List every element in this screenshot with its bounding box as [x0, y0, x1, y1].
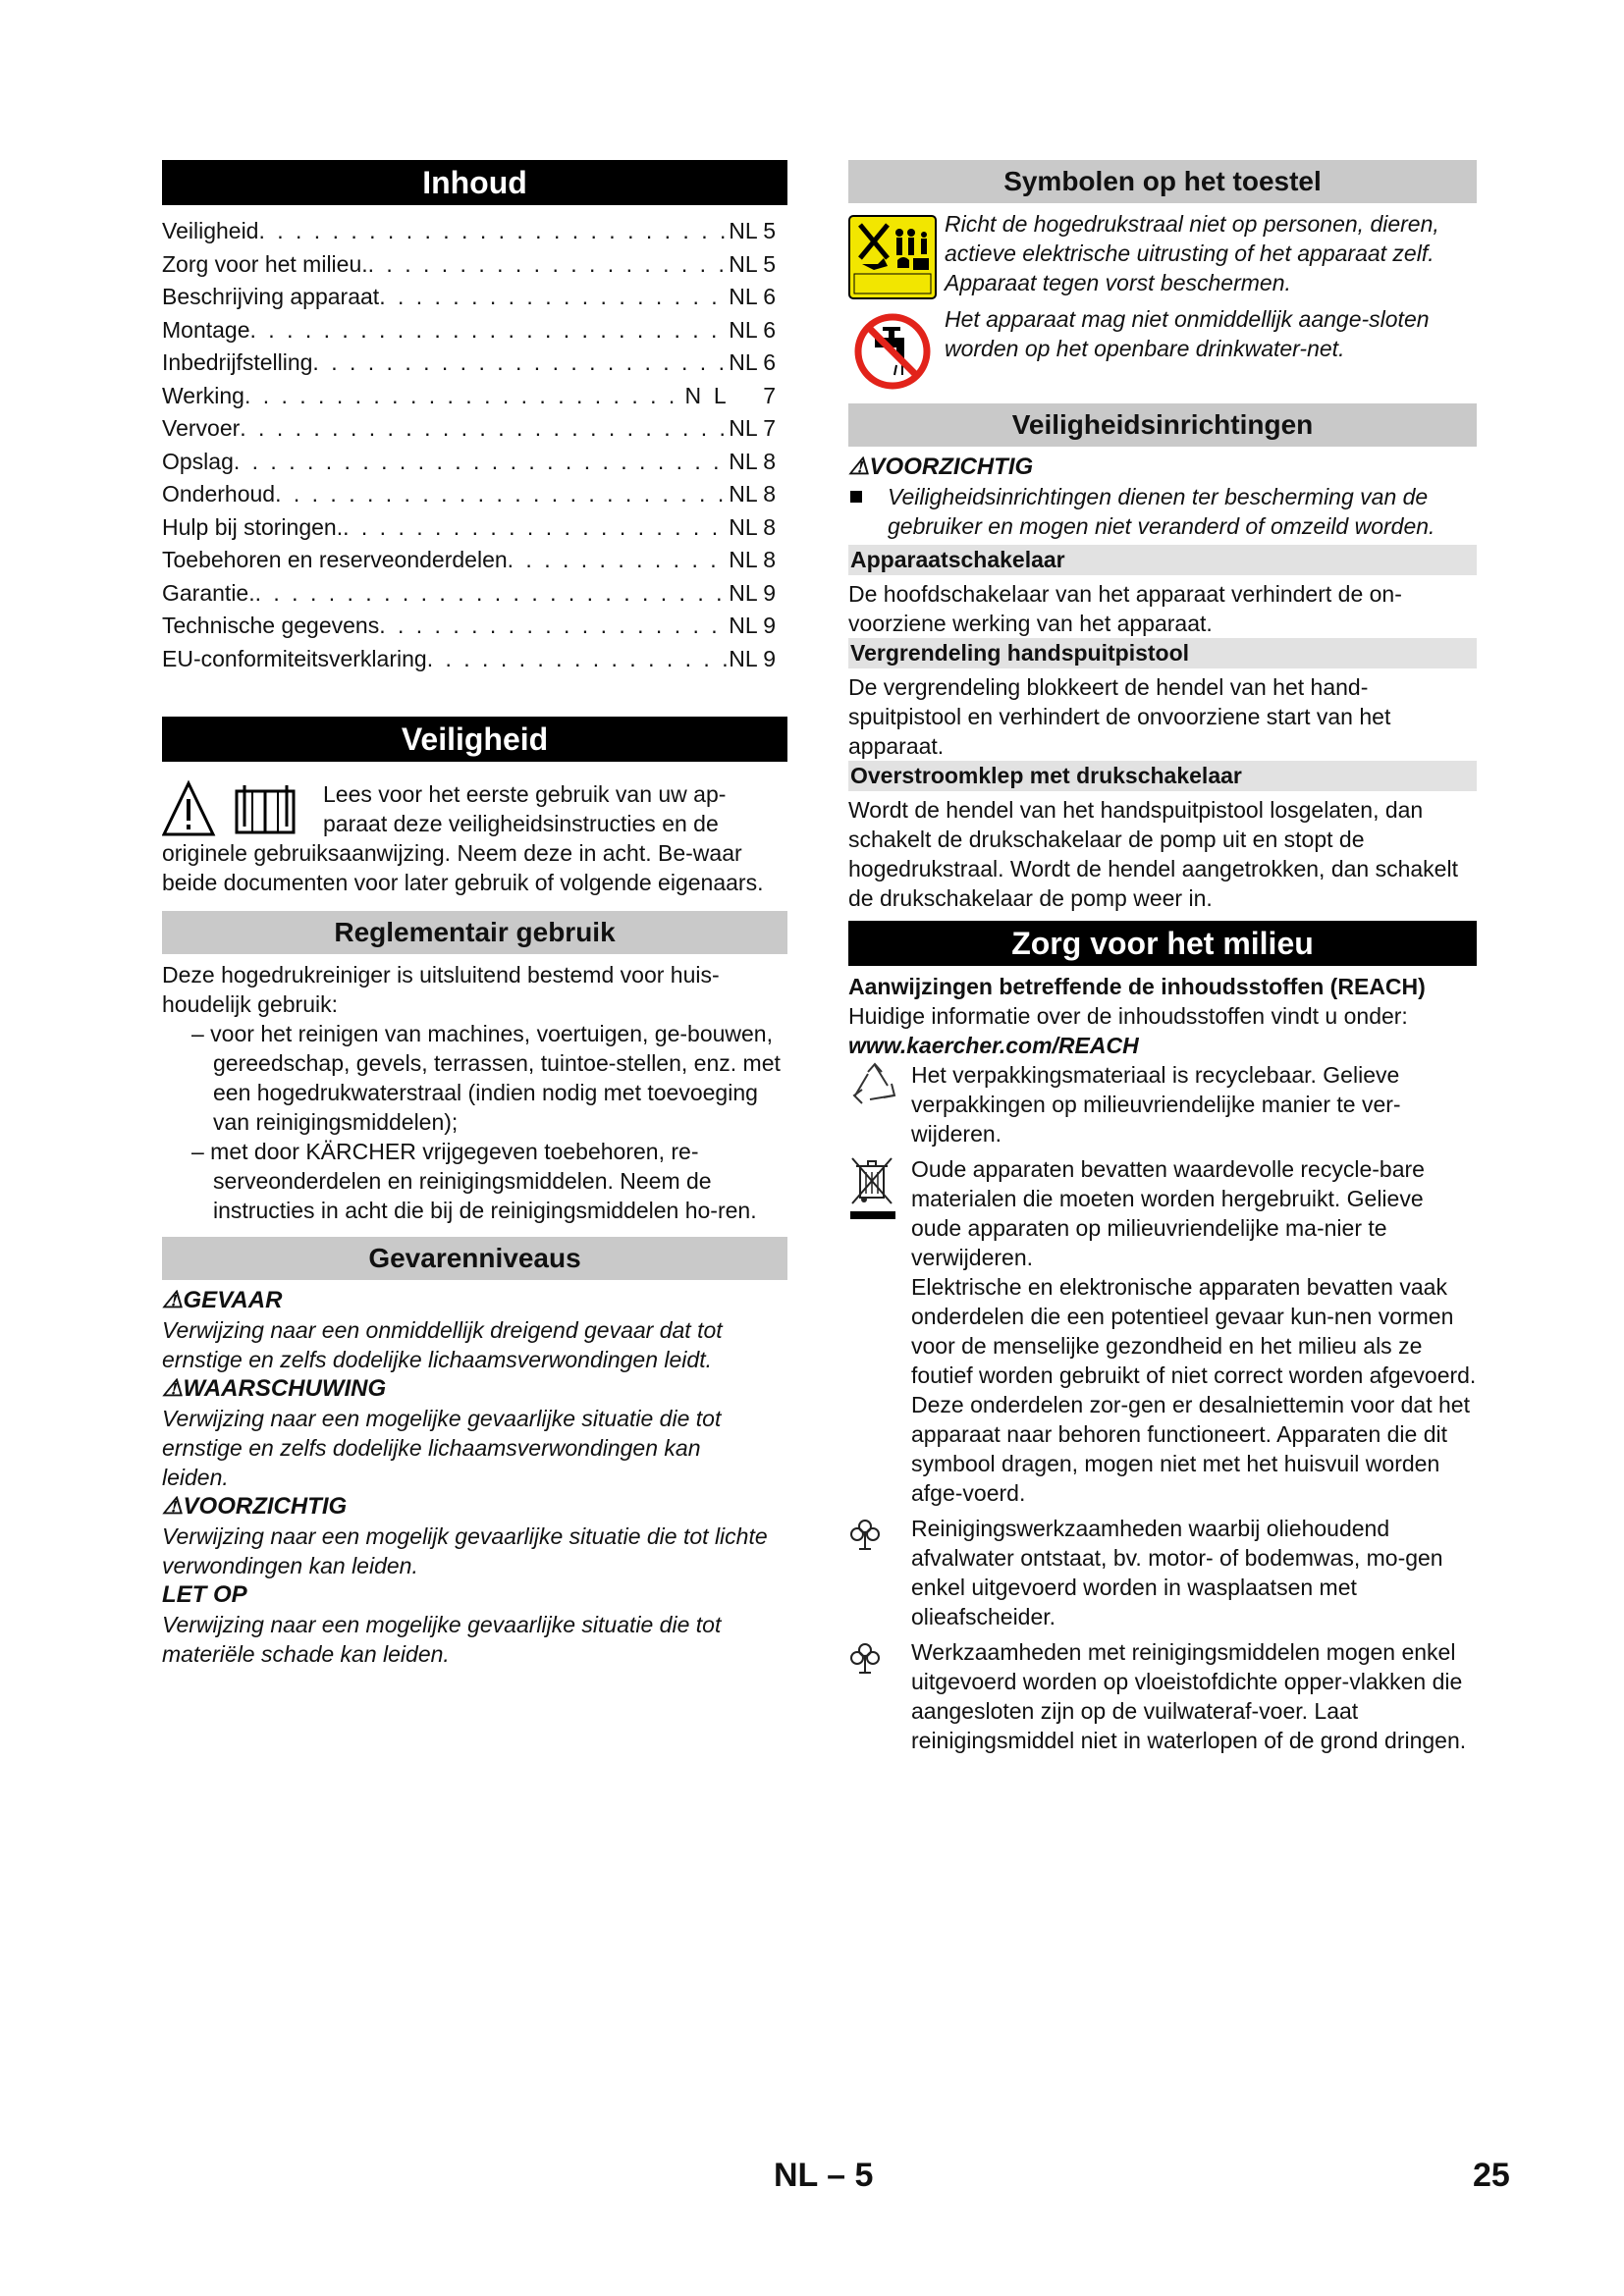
toc-leader-dots — [508, 544, 730, 577]
oil-text: Reinigingswerkzaamheden waarbij oliehoudend afvalwater ontstaat, bv. motor- of bodemwas, mo-gen enkel uitgevoerd worden in wasplaatsen met olieafscheider. — [911, 1516, 1443, 1629]
toc-entry-page: NL 8 — [729, 448, 776, 474]
weee-text-1: Oude apparaten bevatten waardevolle recycle-bare materialen die moeten worden hergebruikt. Gelieve oude apparaten op milieuvriendelijke ma-nier te verwijderen. — [911, 1156, 1425, 1270]
toc-entry-label: Garantie. — [162, 579, 255, 606]
toc-entry-label: Toebehoren en reserveonderdelen — [162, 547, 508, 572]
toc-entry-page: NL 5 — [729, 218, 776, 243]
toc-entry[interactable] — [162, 544, 776, 577]
toc-leader-dots — [250, 314, 730, 347]
symbols-heading: Symbolen op het toestel — [848, 160, 1477, 203]
toc-entry[interactable] — [162, 215, 776, 248]
toc-leader-dots — [427, 643, 730, 676]
toc-entry-label: Veiligheid — [162, 218, 259, 243]
main-switch-text: De hoofdschakelaar van het apparaat verhindert de on-voorziene werking van het apparaat. — [848, 581, 1402, 636]
overflow-valve-heading: Overstroomklep met drukschakelaar — [848, 761, 1477, 791]
safety-intro-line-c: originele gebruiksaanwijzing. Neem deze in acht. Be-waar beide documenten voor later gebruik of volgende eigenaars. — [162, 840, 764, 895]
toc-entry[interactable] — [162, 314, 776, 347]
toc-entry-label: Onderhoud — [162, 481, 276, 507]
toc-leader-dots — [255, 577, 730, 611]
proper-use-heading: Reglementair gebruik — [162, 911, 787, 954]
toc-entry[interactable] — [162, 478, 776, 511]
recycle-icon — [848, 1060, 911, 1118]
toc-entry-page: NL 6 — [729, 316, 776, 343]
toc-entry-label: Opslag — [162, 448, 234, 474]
toc-entry[interactable] — [162, 248, 776, 282]
proper-use-bullet-2: – met door KÄRCHER vrijgegeven toebehoren, re-serveonderdelen en reinigingsmiddelen. Neem de instructies in acht die bij de reinigingsmiddelen ho-ren. — [191, 1139, 757, 1223]
hazard-label-danger: ⚠GEVAAR — [162, 1287, 283, 1313]
toc-entry[interactable] — [162, 643, 776, 676]
no-spray-at-people-icon — [848, 215, 937, 304]
toc-entry-page: NL 8 — [729, 481, 776, 507]
detergent-row — [848, 1637, 1477, 1755]
proper-use-intro: Deze hogedrukreiniger is uitsluitend bestemd voor huis-houdelijk gebruik: — [162, 962, 720, 1017]
toc-entry-page: NL 8 — [729, 547, 776, 572]
toc-heading: Inhoud — [162, 160, 787, 205]
environment-tree-icon — [848, 1518, 911, 1556]
toc-entry-label: Montage — [162, 316, 250, 343]
toc-entry[interactable] — [162, 446, 776, 479]
hazard-text-danger: Verwijzing naar een onmiddellijk dreigend gevaar dat tot ernstige en zelfs dodelijke lichaamsverwondingen leidt. — [162, 1317, 723, 1372]
toc-entry[interactable] — [162, 347, 776, 380]
section-page-number: NL – 5 — [774, 2157, 874, 2194]
toc-entry[interactable] — [162, 281, 776, 314]
reach-heading: Aanwijzingen betreffende de inhoudsstoffen (REACH) — [848, 974, 1426, 999]
environment-tree-icon — [848, 1641, 911, 1680]
symbol-item-spray — [848, 209, 1477, 304]
toc-leader-dots — [258, 215, 729, 248]
toc-entry[interactable] — [162, 511, 776, 545]
hazard-text-notice: Verwijzing naar een mogelijke gevaarlijke situatie die tot materiële schade kan leiden. — [162, 1612, 722, 1667]
recycle-text: Het verpakkingsmateriaal is recyclebaar. Gelieve verpakkingen op milieuvriendelijke manier te ver-wijderen. — [911, 1062, 1401, 1147]
right-column — [848, 160, 1477, 1755]
safety-intro-line-b: paraat deze veiligheidsinstructies en de — [323, 811, 719, 836]
toc-entry-page: NL 9 — [729, 613, 776, 638]
toc-entry-label: Zorg voor het milieu. — [162, 250, 368, 277]
no-drinking-water-connection-icon — [848, 312, 937, 396]
toc-entry-page: NL 6 — [729, 284, 776, 309]
safety-devices-caution: ⚠VOORZICHTIG — [848, 454, 1034, 480]
safety-intro-line-a: Lees voor het eerste gebruik van uw ap- — [323, 781, 727, 807]
safety-devices-bullet-row — [848, 482, 1477, 541]
main-switch-heading: Apparaatschakelaar — [848, 545, 1477, 575]
toc-entry-page: N L 7 — [684, 382, 776, 408]
safety-heading: Veiligheid — [162, 717, 787, 762]
crossed-bin-icon — [848, 1154, 911, 1228]
recycle-row — [848, 1060, 1477, 1148]
toc-entry-label: Hulp bij storingen. — [162, 513, 344, 540]
toc-leader-dots — [244, 380, 685, 413]
toc-entry-page: NL 8 — [729, 513, 776, 540]
toc-entry-page: NL 9 — [729, 645, 776, 671]
toc-leader-dots — [312, 347, 729, 380]
proper-use-bullet-1: – voor het reinigen van machines, voertuigen, ge-bouwen, gereedschap, gevels, terrassen, tuintoe-stellen, enz. met een hogedrukwaterstraal (indien nodig met toevoeging van reinigingsmiddelen); — [191, 1021, 781, 1135]
hazard-levels-list — [162, 1286, 787, 1669]
toc-entry[interactable] — [162, 577, 776, 611]
toc-entry-label: EU-conformiteitsverklaring — [162, 645, 427, 671]
reach-text: Huidige informatie over de inhoudsstoffen vindt u onder: — [848, 1003, 1408, 1029]
toc-entry-label: Technische gegevens — [162, 613, 380, 638]
toc-entry[interactable] — [162, 412, 776, 446]
toc-entry-label: Werking — [162, 382, 244, 408]
environment-heading: Zorg voor het milieu — [848, 921, 1477, 966]
weee-row — [848, 1154, 1477, 1508]
toc-leader-dots — [240, 412, 729, 446]
reach-url[interactable]: www.kaercher.com/REACH — [848, 1033, 1139, 1058]
manual-book-icon — [237, 785, 294, 832]
toc-list — [162, 215, 787, 675]
hazard-text-caution: Verwijzing naar een mogelijk gevaarlijke situatie die tot lichte verwondingen kan leiden. — [162, 1523, 768, 1578]
toc-entry-page: NL 7 — [729, 415, 776, 441]
toc-entry-label: Beschrijving apparaat — [162, 284, 380, 309]
toc-entry[interactable] — [162, 610, 776, 643]
safety-devices-bullet: Veiligheidsinrichtingen dienen ter bescherming van de gebruiker en mogen niet veranderd of omzeild worden. — [888, 484, 1435, 539]
weee-text-2: Elektrische en elektronische apparaten bevatten vaak onderdelen die een potentieel gevaar kun-nen vormen voor de menselijke gezondheid en het milieu als ze foutief worden gebruikt of niet correct worden afgevoerd. Deze onderdelen zor-gen er desalniettemin voor dat het apparaat naar behoren functioneert. Apparaten die dit symbool dragen, mogen niet met het huisvuil worden afge-voerd. — [911, 1274, 1477, 1506]
hazard-label-notice: LET OP — [162, 1581, 247, 1608]
hazard-text-warning: Verwijzing naar een mogelijke gevaarlijke situatie die tot ernstige en zelfs dodelijke lichaamsverwondingen kan leiden. — [162, 1406, 722, 1490]
oil-row — [848, 1514, 1477, 1631]
detergent-text: Werkzaamheden met reinigingsmiddelen mogen enkel uitgevoerd worden op vloeistofdichte opper-vlakken die aangesloten zijn op de vuilwateraf-voer. Laat reinigingsmiddel niet in waterlopen of de grond dringen. — [911, 1639, 1467, 1753]
toc-entry[interactable] — [162, 380, 776, 413]
toc-entry-page: NL 5 — [729, 250, 776, 277]
bullet-square-icon — [850, 491, 862, 503]
safety-intro — [162, 779, 787, 897]
toc-leader-dots — [368, 248, 730, 282]
left-column — [162, 160, 787, 1669]
toc-leader-dots — [343, 511, 729, 545]
hazard-label-caution: ⚠VOORZICHTIG — [162, 1493, 348, 1520]
symbol-frost-text: Apparaat tegen vorst beschermen. — [945, 270, 1291, 295]
toc-leader-dots — [379, 610, 729, 643]
symbol-drinkwater-text: Het apparaat mag niet onmiddellijk aange-sloten worden op het openbare drinkwater-net. — [945, 306, 1430, 361]
symbol-item-drinkwater — [848, 304, 1477, 396]
overflow-valve-text: Wordt de hendel van het handspuitpistool losgelaten, dan schakelt de drukschakelaar de pomp uit en stopt de hogedrukstraal. Wordt de hendel aangetrokken, dan schakelt de drukschakelaar de pomp weer in. — [848, 797, 1458, 911]
toc-entry-page: NL 9 — [729, 579, 776, 606]
toc-entry-page: NL 6 — [729, 349, 776, 375]
toc-entry-label: Vervoer — [162, 415, 241, 441]
gun-lock-heading: Vergrendeling handspuitpistool — [848, 638, 1477, 668]
toc-leader-dots — [234, 446, 729, 479]
gun-lock-text: De vergrendeling blokkeert de hendel van het hand-spuitpistool en verhindert de onvoorziene start van het apparaat. — [848, 674, 1391, 759]
symbol-spray-text: Richt de hogedrukstraal niet op personen, dieren, actieve elektrische uitrusting of het apparaat zelf. — [945, 211, 1439, 266]
hazard-levels-heading: Gevarenniveaus — [162, 1237, 787, 1280]
safety-devices-heading: Veiligheidsinrichtingen — [848, 403, 1477, 447]
toc-leader-dots — [379, 281, 729, 314]
warning-triangle-icon — [162, 779, 319, 838]
toc-leader-dots — [275, 478, 729, 511]
page-number: 25 — [1473, 2157, 1510, 2194]
hazard-label-warning: ⚠WAARSCHUWING — [162, 1375, 387, 1402]
toc-entry-label: Inbedrijfstelling — [162, 349, 313, 375]
